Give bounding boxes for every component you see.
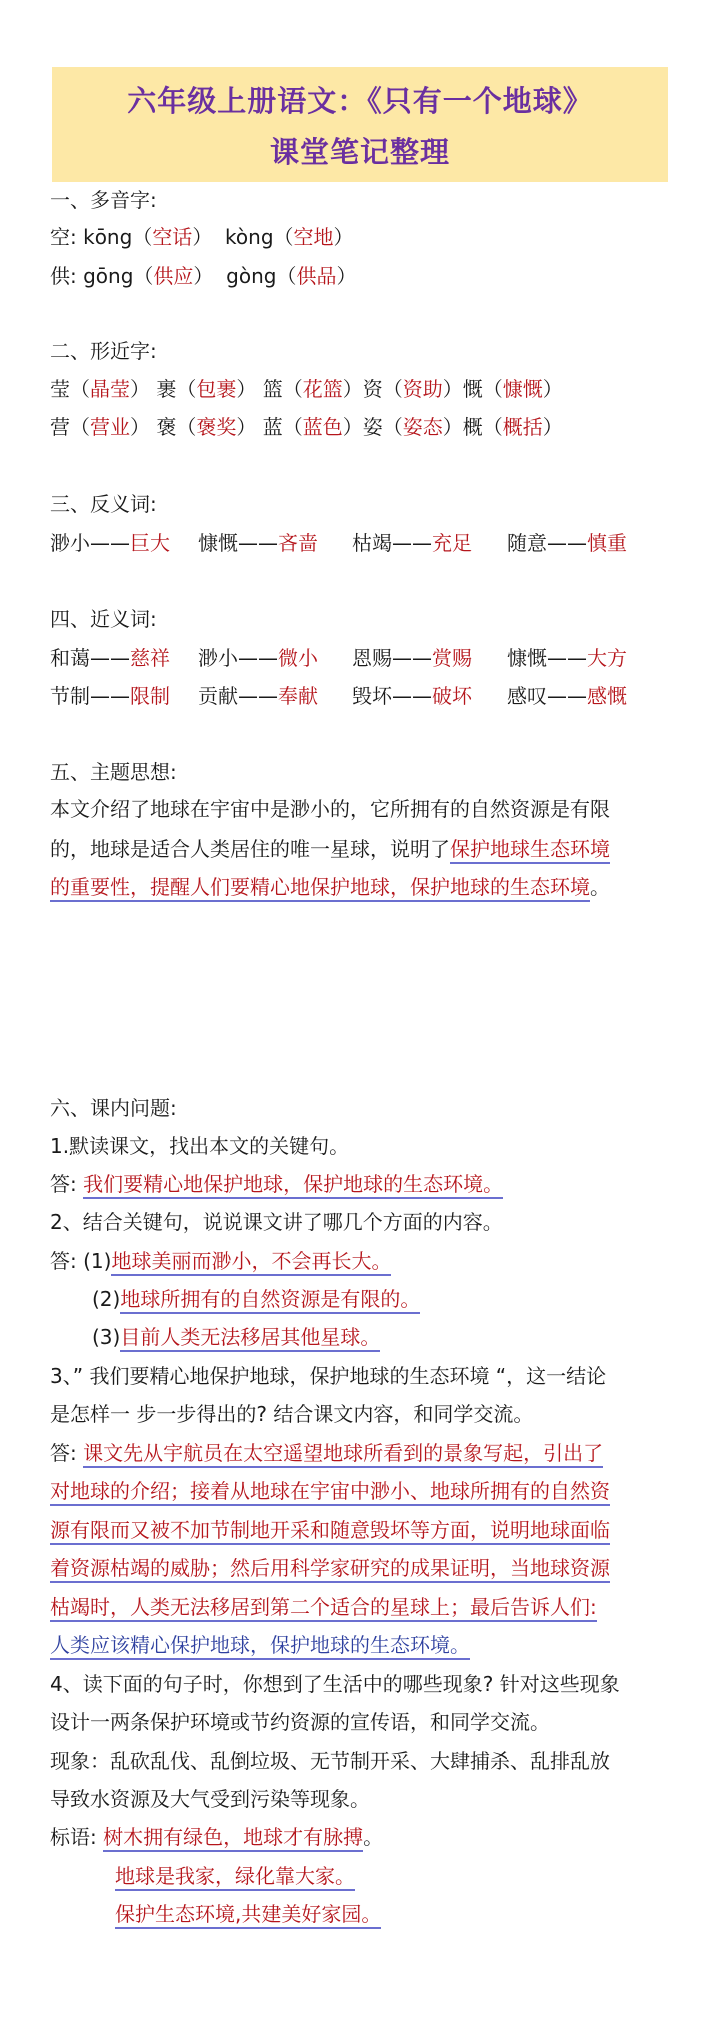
pinyin: gōng xyxy=(83,264,134,288)
punctuation: 。 xyxy=(590,875,610,899)
question-2: 2、结合关键句，说说课文讲了哪几个方面的内容。 xyxy=(50,1210,503,1234)
slogan-text: 树木拥有绿色，地球才有脉搏 xyxy=(103,1825,363,1852)
word: 慷慨 xyxy=(198,531,238,555)
answer-3 xyxy=(50,1594,597,1620)
char: 篮 xyxy=(262,377,283,401)
slogan xyxy=(50,1824,383,1850)
question-3: 是怎样一 步一步得出的? 结合课文内容，和同学交流。 xyxy=(50,1402,534,1426)
word: 毁坏 xyxy=(352,684,392,708)
word-pair: 慷慨——吝啬 xyxy=(198,531,318,555)
theme-highlight: 的重要性，提醒人们要精心地保护地球，保护地球的生态环境 xyxy=(50,875,590,902)
answer-2-item xyxy=(50,1286,420,1312)
synonym-row xyxy=(50,683,627,709)
question-4: 设计一两条保护环境或节约资源的宣传语，和同学交流。 xyxy=(50,1710,550,1734)
answer-text: 源有限而又被不加节制地开采和随意毁坏等方面，说明地球面临 xyxy=(50,1518,610,1545)
word-pair: 节制——限制 xyxy=(50,684,170,708)
word: 感叹 xyxy=(507,684,547,708)
title-line-1: 六年级上册语文：《只有一个地球》 xyxy=(127,84,593,118)
answer-3 xyxy=(50,1632,470,1658)
item-number: (3) xyxy=(92,1325,121,1349)
word: 贡献 xyxy=(198,684,238,708)
answer-word: 慎重 xyxy=(587,531,627,555)
word-pair: 随意——慎重 xyxy=(507,531,627,555)
section-heading-questions: 六、课内问题: xyxy=(50,1096,177,1120)
answer-text: 人类应该精心保护地球，保护地球的生态环境。 xyxy=(50,1633,470,1660)
answer-word: 充足 xyxy=(432,531,472,555)
word: 和蔼 xyxy=(50,646,90,670)
section-heading-similar: 二、形近字: xyxy=(50,339,157,363)
title-line-2: 课堂笔记整理 xyxy=(269,135,450,169)
answer-text: 目前人类无法移居其他星球。 xyxy=(120,1325,380,1352)
char: 营 xyxy=(50,415,70,439)
answer-word: 奉献 xyxy=(278,684,318,708)
section-heading-synonyms: 四、近义词: xyxy=(50,607,157,631)
answer-word: 赏赐 xyxy=(432,646,472,670)
example-word: 褒奖 xyxy=(196,415,237,439)
answer-word: 感慨 xyxy=(587,684,627,708)
word: 枯竭 xyxy=(352,531,392,555)
antonym-row xyxy=(50,530,627,556)
theme-text: 本文介绍了地球在宇宙中是渺小的，它所拥有的自然资源是有限 xyxy=(50,797,610,821)
char: 慨 xyxy=(462,377,483,401)
question-1: 1.默读课文，找出本文的关键句。 xyxy=(50,1134,350,1158)
example-word: 晶莹 xyxy=(90,377,130,401)
word: 随意 xyxy=(507,531,547,555)
answer-label: 答: xyxy=(50,1441,77,1465)
slogan-label: 标语: xyxy=(50,1825,97,1849)
example-word: 资助 xyxy=(402,377,443,401)
polyphone-row: 空: kōng（空话） kòng（空地） xyxy=(50,225,354,249)
theme-highlight: 保护地球生态环境 xyxy=(450,837,610,864)
example-word: 供品 xyxy=(296,264,337,288)
polyphone-char: 供 xyxy=(50,264,70,288)
answer-text: 课文先从宇航员在太空遥望地球所看到的景象写起，引出了 xyxy=(83,1441,603,1468)
slogan xyxy=(115,1863,355,1889)
word-pair: 毁坏——破坏 xyxy=(352,684,472,708)
answer-word: 吝啬 xyxy=(278,531,318,555)
example-word: 空话 xyxy=(152,225,193,249)
char: 概 xyxy=(462,415,483,439)
question-3: 3、” 我们要精心地保护地球，保护地球的生态环境 “，这一结论 xyxy=(50,1364,607,1388)
answer-3 xyxy=(50,1555,610,1581)
word: 渺小 xyxy=(198,646,238,670)
word-pair: 恩赐——赏赐 xyxy=(352,646,472,670)
word: 渺小 xyxy=(50,531,90,555)
theme-text xyxy=(50,874,610,900)
char: 姿 xyxy=(362,415,383,439)
answer-text: 枯竭时，人类无法移居到第二个适合的星球上；最后告诉人们: xyxy=(50,1595,597,1622)
example-word: 供应 xyxy=(153,264,194,288)
pinyin: kòng xyxy=(225,225,274,249)
answer-3 xyxy=(50,1517,610,1543)
example-word: 蓝色 xyxy=(302,415,343,439)
answer-2-item xyxy=(50,1248,391,1274)
example-word: 慷慨 xyxy=(502,377,543,401)
theme-text xyxy=(50,836,610,862)
word: 节制 xyxy=(50,684,90,708)
char: 莹 xyxy=(50,377,70,401)
theme-text-plain: 的，地球是适合人类居住的唯一星球，说明了 xyxy=(50,837,450,861)
similar-row: 莹（晶莹） 裹（包裹） 篮（花篮）资（资助）慨（慷慨） xyxy=(50,377,563,401)
answer-word: 巨大 xyxy=(130,531,170,555)
answer-label: 答: xyxy=(50,1249,77,1273)
slogan xyxy=(115,1901,381,1927)
answer-1 xyxy=(50,1171,503,1197)
char: 蓝 xyxy=(262,415,283,439)
example-word: 姿态 xyxy=(402,415,443,439)
word-pair: 贡献——奉献 xyxy=(198,684,318,708)
char: 褒 xyxy=(156,415,177,439)
section-heading-polyphones: 一、多音字: xyxy=(50,188,157,212)
answer-text: 对地球的介绍；接着从地球在宇宙中渺小、地球所拥有的自然资 xyxy=(50,1479,610,1506)
word-pair: 渺小——巨大 xyxy=(50,531,170,555)
phenomena-text: 现象：乱砍乱伐、乱倒垃圾、无节制开采、大肆捕杀、乱排乱放 xyxy=(50,1749,610,1773)
example-word: 包裹 xyxy=(196,377,237,401)
answer-word: 慈祥 xyxy=(130,646,170,670)
char: 资 xyxy=(362,377,383,401)
section-heading-theme: 五、主题思想: xyxy=(50,760,177,784)
answer-text: 我们要精心地保护地球，保护地球的生态环境。 xyxy=(83,1172,503,1199)
item-number: (1) xyxy=(83,1249,112,1273)
example-word: 概括 xyxy=(502,415,543,439)
section-heading-antonyms: 三、反义词: xyxy=(50,492,157,516)
word: 慷慨 xyxy=(507,646,547,670)
phenomena-text: 导致水资源及大气受到污染等现象。 xyxy=(50,1787,370,1811)
polyphone-char: 空 xyxy=(50,225,70,249)
example-word: 花篮 xyxy=(302,377,343,401)
word-pair: 慷慨——大方 xyxy=(507,646,627,670)
word-pair: 渺小——微小 xyxy=(198,646,318,670)
question-4: 4、读下面的句子时，你想到了生活中的哪些现象? 针对这些现象 xyxy=(50,1672,620,1696)
answer-2-item xyxy=(50,1324,380,1350)
punctuation: 。 xyxy=(363,1825,384,1849)
item-number: (2) xyxy=(92,1287,121,1311)
word-pair: 和蔼——慈祥 xyxy=(50,646,170,670)
answer-3 xyxy=(50,1478,610,1504)
similar-row: 营（营业） 褒（褒奖） 蓝（蓝色）姿（姿态）概（概括） xyxy=(50,415,563,439)
synonym-row xyxy=(50,645,627,671)
word-pair: 枯竭——充足 xyxy=(352,531,472,555)
example-word: 营业 xyxy=(90,415,130,439)
char: 裹 xyxy=(156,377,177,401)
slogan-text: 地球是我家，绿化靠大家。 xyxy=(115,1864,355,1891)
example-word: 空地 xyxy=(293,225,334,249)
answer-word: 限制 xyxy=(130,684,170,708)
answer-text: 地球所拥有的自然资源是有限的。 xyxy=(120,1287,420,1314)
answer-label: 答: xyxy=(50,1172,77,1196)
pinyin: kōng xyxy=(83,225,133,249)
answer-text: 着资源枯竭的威胁；然后用科学家研究的成果证明，当地球资源 xyxy=(50,1556,610,1583)
word-pair: 感叹——感慨 xyxy=(507,684,627,708)
answer-3 xyxy=(50,1440,603,1466)
answer-word: 破坏 xyxy=(432,684,472,708)
answer-word: 微小 xyxy=(278,646,318,670)
answer-text: 地球美丽而渺小，不会再长大。 xyxy=(111,1249,391,1276)
word: 恩赐 xyxy=(352,646,392,670)
slogan-text: 保护生态环境,共建美好家园。 xyxy=(115,1902,381,1929)
pinyin: gòng xyxy=(226,264,277,288)
title-banner xyxy=(52,67,668,182)
answer-word: 大方 xyxy=(587,646,627,670)
polyphone-row: 供: gōng（供应） gòng（供品） xyxy=(50,264,357,288)
